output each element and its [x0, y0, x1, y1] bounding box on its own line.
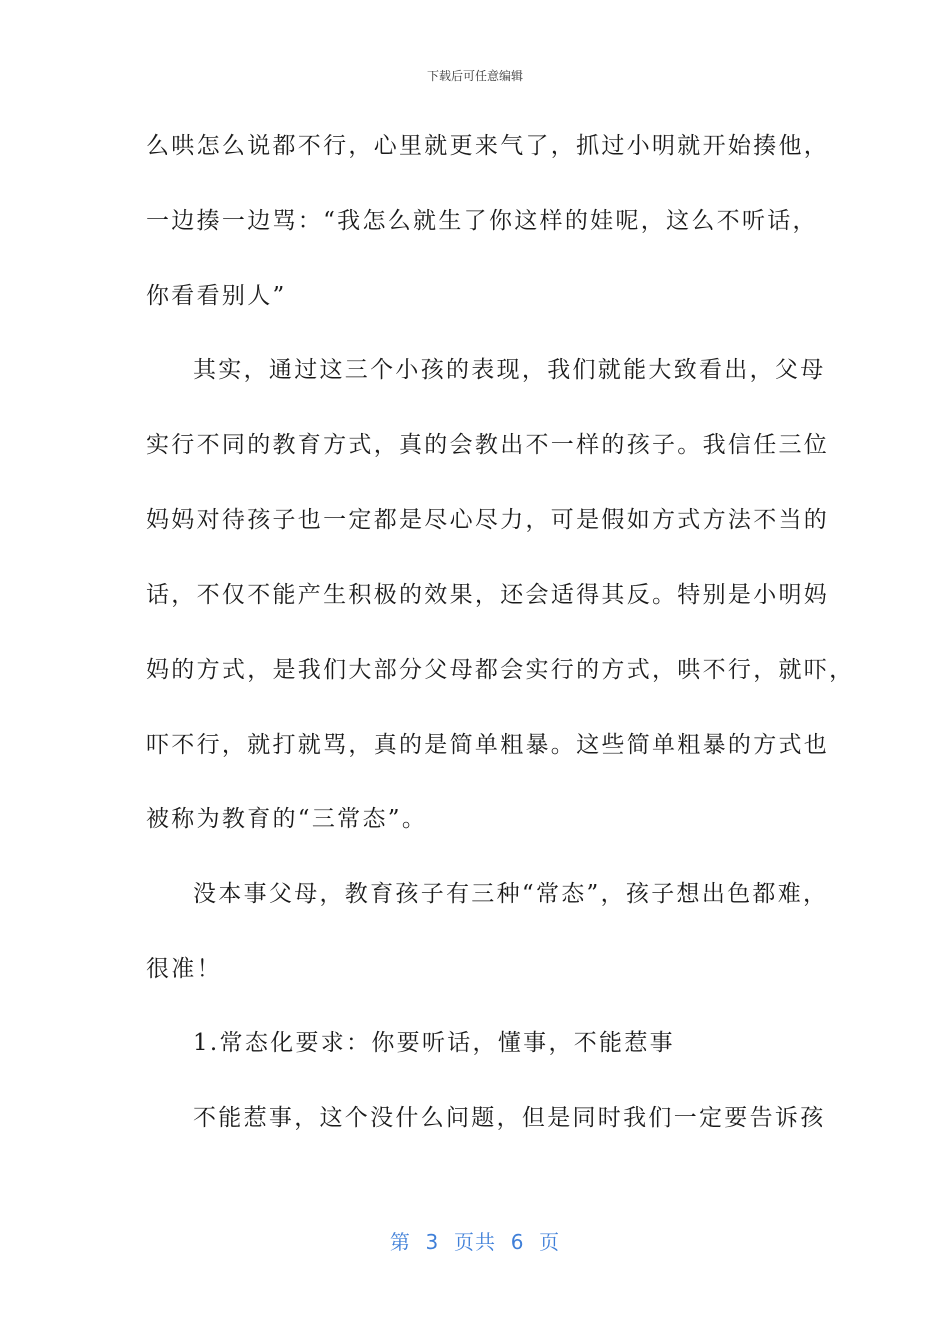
body-line: 话，不仅不能产生积极的效果，还会适得其反。特别是小明妈: [146, 582, 830, 608]
body-line: 吓不行，就打就骂，真的是简单粗暴。这些简单粗暴的方式也: [146, 732, 830, 758]
page-number-footer: 第 3 页共 6 页: [389, 1230, 561, 1254]
paragraph-start-line: 不能惹事，这个没什么问题，但是同时我们一定要告诉孩: [193, 1105, 826, 1131]
body-line: 一边揍一边骂：“我怎么就生了你这样的娃呢，这么不听话，: [146, 208, 818, 234]
body-line: 很准！: [146, 956, 222, 982]
body-line: 你看看别人”: [146, 283, 287, 309]
body-line: 么哄怎么说都不行，心里就更来气了，抓过小明就开始揍他，: [146, 133, 830, 159]
section-heading: 1.常态化要求：你要听话，懂事，不能惹事: [193, 1030, 675, 1056]
body-line: 实行不同的教育方式，真的会教出不一样的孩子。我信任三位: [146, 432, 830, 458]
body-line: 妈的方式，是我们大部分父母都会实行的方式，哄不行，就吓，: [146, 657, 855, 683]
body-line: 被称为教育的“三常态”。: [146, 806, 428, 832]
header-note: 下载后可任意编辑: [426, 69, 523, 83]
paragraph-start-line: 没本事父母，教育孩子有三种“常态”，孩子想出色都难，: [193, 881, 829, 907]
paragraph-start-line: 其实，通过这三个小孩的表现，我们就能大致看出，父母: [193, 357, 826, 383]
body-line: 妈妈对待孩子也一定都是尽心尽力，可是假如方式方法不当的: [146, 507, 830, 533]
